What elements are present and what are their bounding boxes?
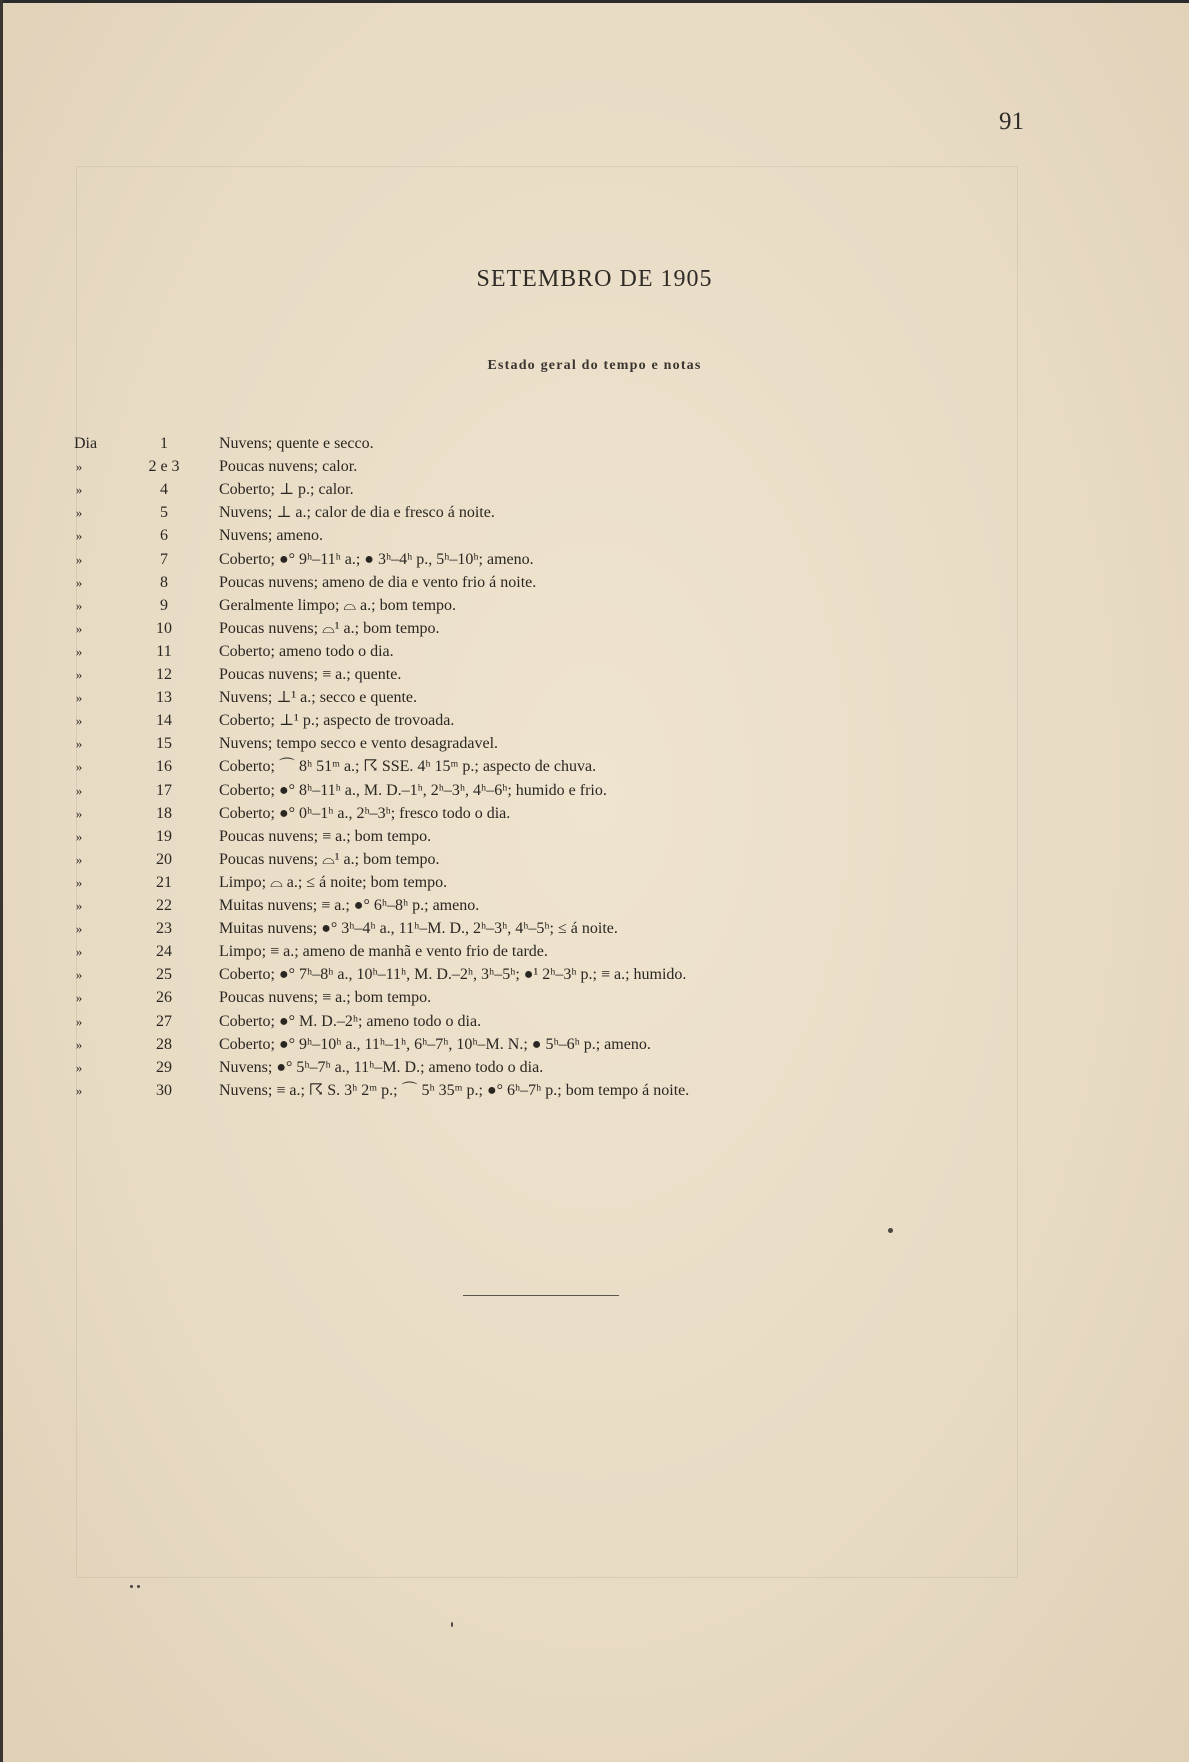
ditto-mark: »: [75, 805, 83, 821]
day-number: 16: [156, 758, 172, 776]
day-number: 21: [156, 873, 172, 891]
weather-note: Nuvens; ⊥ a.; calor de dia e fresco á noite.: [219, 504, 495, 522]
day-number: 2 e 3: [148, 458, 180, 476]
weather-note: Muitas nuvens; ≡ a.; ●° 6ʰ–8ʰ p.; ameno.: [219, 897, 480, 914]
day-number: 30: [156, 1081, 172, 1099]
weather-note: Poucas nuvens; ameno de dia e vento frio á noite.: [219, 573, 537, 591]
table-row: [0, 779, 1189, 802]
table-row: [0, 432, 1189, 455]
ink-speck: [130, 1585, 133, 1588]
weather-note: Poucas nuvens; ≡ a.; quente.: [219, 666, 402, 683]
table-row: [0, 524, 1189, 547]
weather-note: Muitas nuvens; ●° 3ʰ–4ʰ a., 11ʰ–M. D., 2ʰ–3ʰ, 4ʰ–5ʰ; ≤ á noite.: [219, 920, 618, 938]
weather-note: Geralmente limpo; ⌓ a.; bom tempo.: [219, 596, 457, 614]
day-number: 19: [156, 827, 172, 845]
table-row: [0, 617, 1189, 640]
weather-note: Limpo; ⌓ a.; ≤ á noite; bom tempo.: [219, 873, 448, 891]
day-number: 24: [156, 943, 172, 961]
day-number: 18: [156, 804, 172, 822]
day-number: 22: [156, 897, 172, 914]
day-number: 10: [156, 619, 172, 637]
ditto-mark: »: [75, 690, 83, 706]
table-row: [0, 871, 1189, 894]
ditto-mark: »: [75, 759, 83, 775]
weather-note: Poucas nuvens; ⌓¹ a.; bom tempo.: [219, 619, 440, 637]
day-number: 29: [156, 1058, 172, 1076]
weather-note: Nuvens; ●° 5ʰ–7ʰ a., 11ʰ–M. D.; ameno todo o dia.: [219, 1058, 544, 1076]
table-row: [0, 455, 1189, 478]
ditto-mark: »: [75, 620, 83, 636]
table-row: [0, 802, 1189, 825]
weather-note: Coberto; ameno todo o dia.: [219, 642, 394, 660]
table-row: [0, 1079, 1189, 1102]
dia-label: Dia: [74, 435, 98, 452]
ditto-mark: »: [75, 782, 83, 798]
day-number: 14: [156, 712, 172, 730]
table-row: [0, 709, 1189, 732]
table-row: [0, 1033, 1189, 1056]
table-row: [0, 848, 1189, 871]
day-number: 9: [160, 596, 168, 614]
ditto-mark: »: [75, 597, 83, 613]
weather-note: Poucas nuvens; calor.: [219, 458, 358, 476]
ditto-mark: »: [75, 921, 83, 937]
day-number: 8: [160, 573, 168, 591]
table-row: [0, 963, 1189, 986]
table-row: [0, 825, 1189, 848]
ditto-mark: »: [75, 482, 83, 498]
page-number: 91: [999, 108, 1024, 135]
ditto-mark: »: [75, 828, 83, 844]
page-title: SETEMBRO DE 1905: [476, 266, 713, 292]
table-row: [0, 640, 1189, 663]
ditto-mark: »: [75, 898, 83, 913]
table-row: [0, 501, 1189, 524]
day-number: 15: [156, 735, 172, 753]
ditto-mark: »: [75, 528, 83, 544]
ditto-mark: »: [75, 1036, 83, 1052]
table-row: [0, 986, 1189, 1009]
weather-note: Coberto; ⌒ 8ʰ 51ᵐ a.; ☈ SSE. 4ʰ 15ᵐ p.; aspecto de chuva.: [219, 758, 597, 776]
day-number: 23: [156, 920, 172, 938]
table-row: [0, 571, 1189, 594]
ditto-mark: »: [75, 990, 83, 1006]
table-row: [0, 686, 1189, 709]
ink-speck: [888, 1228, 893, 1233]
weather-note: Nuvens; tempo secco e vento desagradavel.: [219, 735, 499, 753]
day-number: 7: [160, 550, 168, 568]
ink-speck: [451, 1622, 453, 1627]
table-row: [0, 478, 1189, 501]
weather-note: Nuvens; ⊥¹ a.; secco e quente.: [219, 689, 417, 707]
ditto-mark: »: [75, 1059, 83, 1075]
ditto-mark: »: [75, 713, 83, 729]
table-row: [0, 894, 1189, 917]
weather-note: Poucas nuvens; ≡ a.; bom tempo.: [219, 827, 432, 845]
weather-note: Nuvens; ameno.: [219, 527, 323, 545]
ditto-mark: »: [75, 574, 83, 590]
ditto-mark: »: [75, 967, 83, 983]
ditto-mark: »: [75, 1013, 83, 1029]
day-number: 1: [160, 435, 168, 452]
ditto-mark: »: [75, 551, 83, 567]
scan-edge-top: [0, 0, 1189, 3]
table-row: [0, 1010, 1189, 1033]
weather-note: Coberto; ●° 8ʰ–11ʰ a., M. D.–1ʰ, 2ʰ–3ʰ, 4ʰ–6ʰ; humido e frio.: [219, 781, 607, 799]
day-number: 25: [156, 966, 172, 984]
weather-note: Coberto; ●° 7ʰ–8ʰ a., 10ʰ–11ʰ, M. D.–2ʰ, 3ʰ–5ʰ; ●¹ 2ʰ–3ʰ p.; ≡ a.; humido.: [219, 966, 687, 984]
day-number: 26: [156, 989, 172, 1007]
weather-note: Poucas nuvens; ⌓¹ a.; bom tempo.: [219, 850, 440, 868]
table-row: [0, 548, 1189, 571]
ditto-mark: »: [75, 874, 83, 890]
weather-note: Poucas nuvens; ≡ a.; bom tempo.: [219, 989, 432, 1007]
day-number: 6: [160, 527, 168, 545]
table-row: [0, 940, 1189, 963]
table-row: [0, 1056, 1189, 1079]
ditto-mark: »: [75, 459, 83, 475]
ditto-mark: »: [75, 944, 83, 960]
weather-note: Coberto; ⊥ p.; calor.: [219, 481, 354, 499]
weather-note: Coberto; ●° 9ʰ–11ʰ a.; ● 3ʰ–4ʰ p., 5ʰ–10ʰ; ameno.: [219, 550, 534, 568]
day-number: 5: [160, 504, 168, 522]
weather-note: Limpo; ≡ a.; ameno de manhã e vento frio de tarde.: [219, 943, 548, 961]
table-row: [0, 594, 1189, 617]
weather-note: Coberto; ⊥¹ p.; aspecto de trovoada.: [219, 712, 455, 730]
ink-speck: [137, 1585, 140, 1588]
ditto-mark: »: [75, 667, 83, 682]
day-number: 27: [156, 1012, 172, 1030]
table-row: [0, 755, 1189, 778]
table-row: [0, 917, 1189, 940]
day-number: 28: [156, 1035, 172, 1053]
ditto-mark: »: [75, 736, 83, 752]
end-rule: [463, 1295, 619, 1296]
ditto-mark: »: [75, 643, 83, 659]
day-number: 4: [160, 481, 168, 499]
day-number: 17: [156, 781, 172, 799]
ditto-mark: »: [75, 505, 83, 521]
day-number: 13: [156, 689, 172, 707]
ditto-mark: »: [75, 1082, 83, 1098]
table-row: [0, 732, 1189, 755]
weather-note: Nuvens; ≡ a.; ☈ S. 3ʰ 2ᵐ p.; ⌒ 5ʰ 35ᵐ p.; ●° 6ʰ–7ʰ p.; bom tempo á noite.: [219, 1081, 690, 1099]
section-subtitle: Estado geral do tempo e notas: [487, 358, 702, 373]
day-number: 12: [156, 666, 172, 683]
weather-note: Nuvens; quente e secco.: [219, 435, 374, 452]
weather-note: Coberto; ●° 9ʰ–10ʰ a., 11ʰ–1ʰ, 6ʰ–7ʰ, 10ʰ–M. N.; ● 5ʰ–6ʰ p.; ameno.: [219, 1035, 651, 1053]
day-number: 20: [156, 850, 172, 868]
day-number: 11: [156, 642, 172, 660]
table-row: [0, 663, 1189, 686]
ditto-mark: »: [75, 851, 83, 867]
weather-note: Coberto; ●° 0ʰ–1ʰ a., 2ʰ–3ʰ; fresco todo o dia.: [219, 804, 511, 822]
weather-note: Coberto; ●° M. D.–2ʰ; ameno todo o dia.: [219, 1012, 482, 1030]
